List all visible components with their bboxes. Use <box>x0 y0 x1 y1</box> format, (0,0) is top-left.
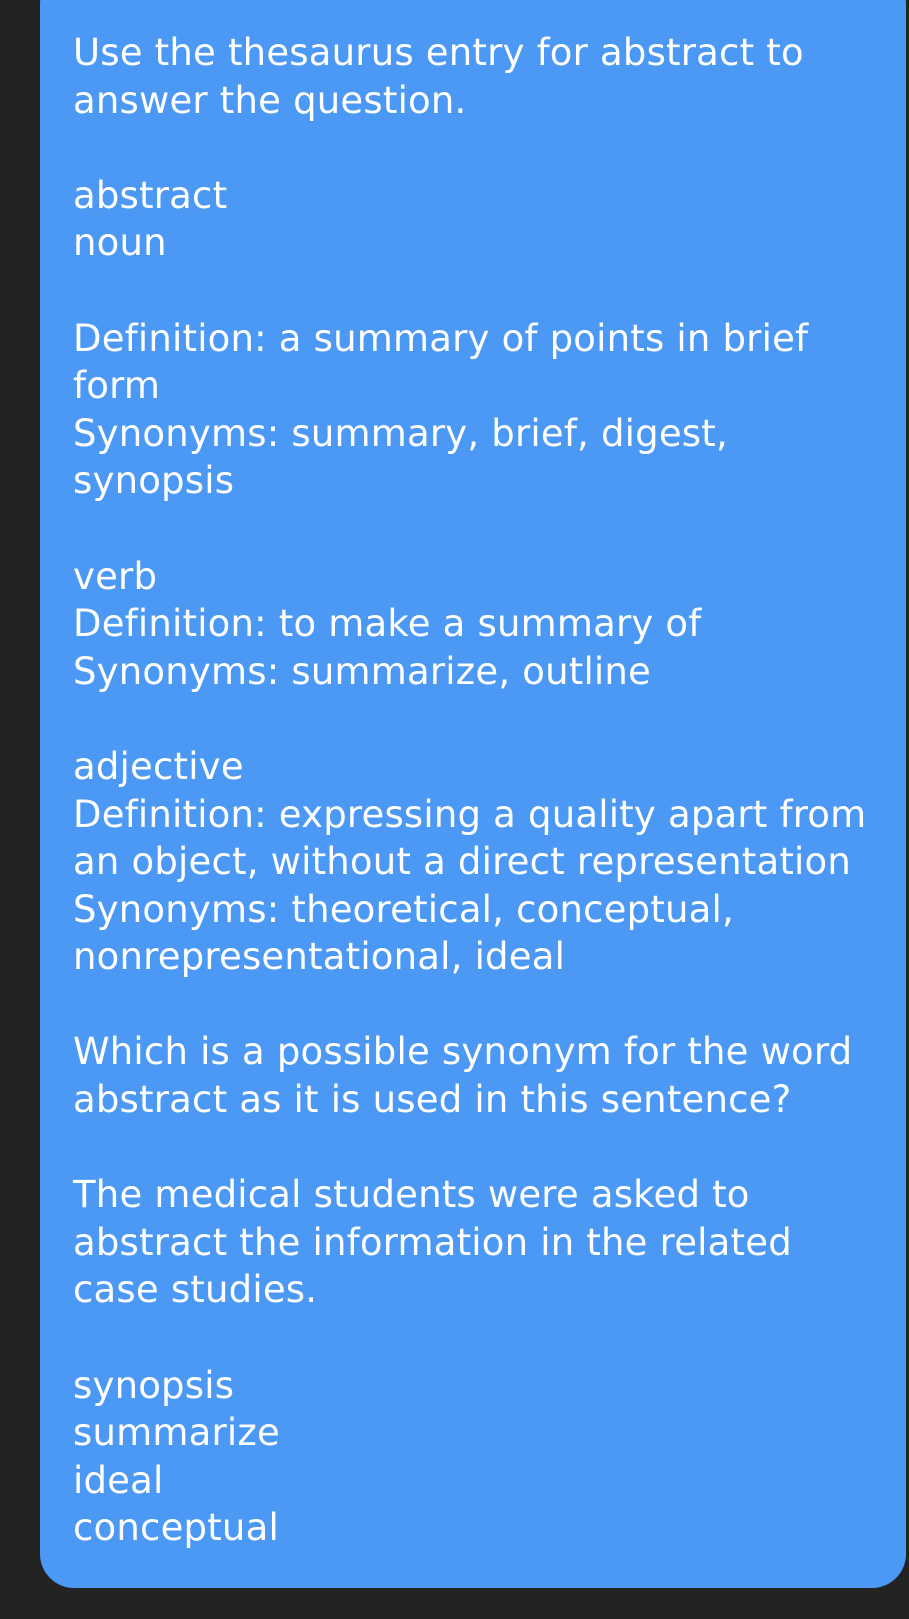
example-sentence: case studies. <box>73 1268 318 1312</box>
adjective-synonyms: Synonyms: theoretical, conceptual, <box>73 887 734 931</box>
example-sentence: abstract the information in the related <box>73 1220 792 1264</box>
part-of-speech-noun: noun <box>73 221 167 265</box>
noun-definition: Definition: a summary of points in brief <box>73 316 809 360</box>
adjective-synonyms: nonrepresentational, ideal <box>73 935 566 979</box>
answer-option: conceptual <box>73 1506 279 1550</box>
question-text: Which is a possible synonym for the word <box>73 1030 853 1074</box>
message-bubble <box>40 0 906 1588</box>
example-sentence: The medical students were asked to <box>73 1173 750 1217</box>
question-text: abstract as it is used in this sentence? <box>73 1078 792 1122</box>
part-of-speech-verb: verb <box>73 554 158 598</box>
adjective-definition: Definition: expressing a quality apart from <box>73 792 867 836</box>
answer-option: ideal <box>73 1458 164 1502</box>
part-of-speech-adjective: adjective <box>73 744 244 788</box>
intro-text: Use the thesaurus entry for abstract to <box>73 31 804 74</box>
adjective-definition: an object, without a direct representation <box>73 840 852 884</box>
noun-synonyms: synopsis <box>73 459 235 503</box>
answer-option: summarize <box>73 1411 280 1455</box>
answer-option: synopsis <box>73 1363 235 1407</box>
intro-text: answer the question. <box>73 78 467 122</box>
verb-synonyms: Synonyms: summarize, outline <box>73 649 652 693</box>
verb-definition: Definition: to make a summary of <box>73 602 702 646</box>
headword: abstract <box>73 173 228 217</box>
noun-definition: form <box>73 364 161 408</box>
noun-synonyms: Synonyms: summary, brief, digest, <box>73 411 728 455</box>
